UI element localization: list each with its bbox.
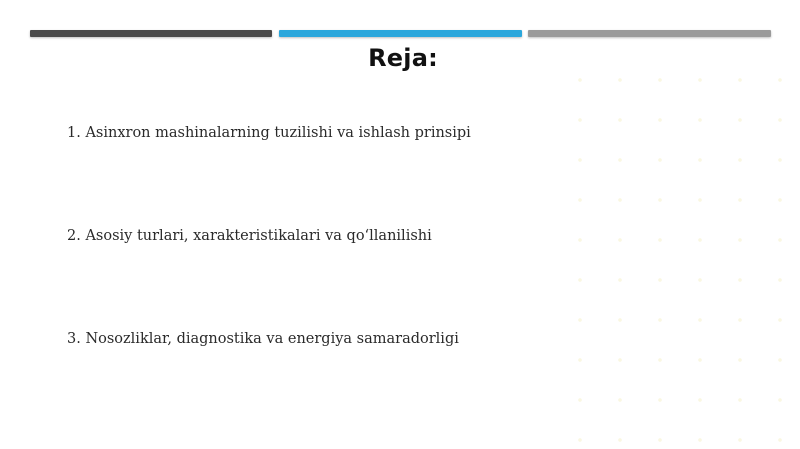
plan-item-2: 2. Asosiy turlari, xarakteristikalari va qo‘llanilishi (67, 228, 432, 244)
decorative-dot-pattern (560, 60, 800, 449)
header-bar-middle (279, 30, 522, 37)
header-bar-left (30, 30, 272, 37)
plan-item-3: 3. Nosozliklar, diagnostika va energiya samaradorligi (67, 331, 459, 347)
header-bar-right (528, 30, 771, 37)
plan-item-1: 1. Asinxron mashinalarning tuzilishi va ishlash prinsipi (67, 125, 471, 141)
slide-title: Reja: (368, 44, 438, 72)
